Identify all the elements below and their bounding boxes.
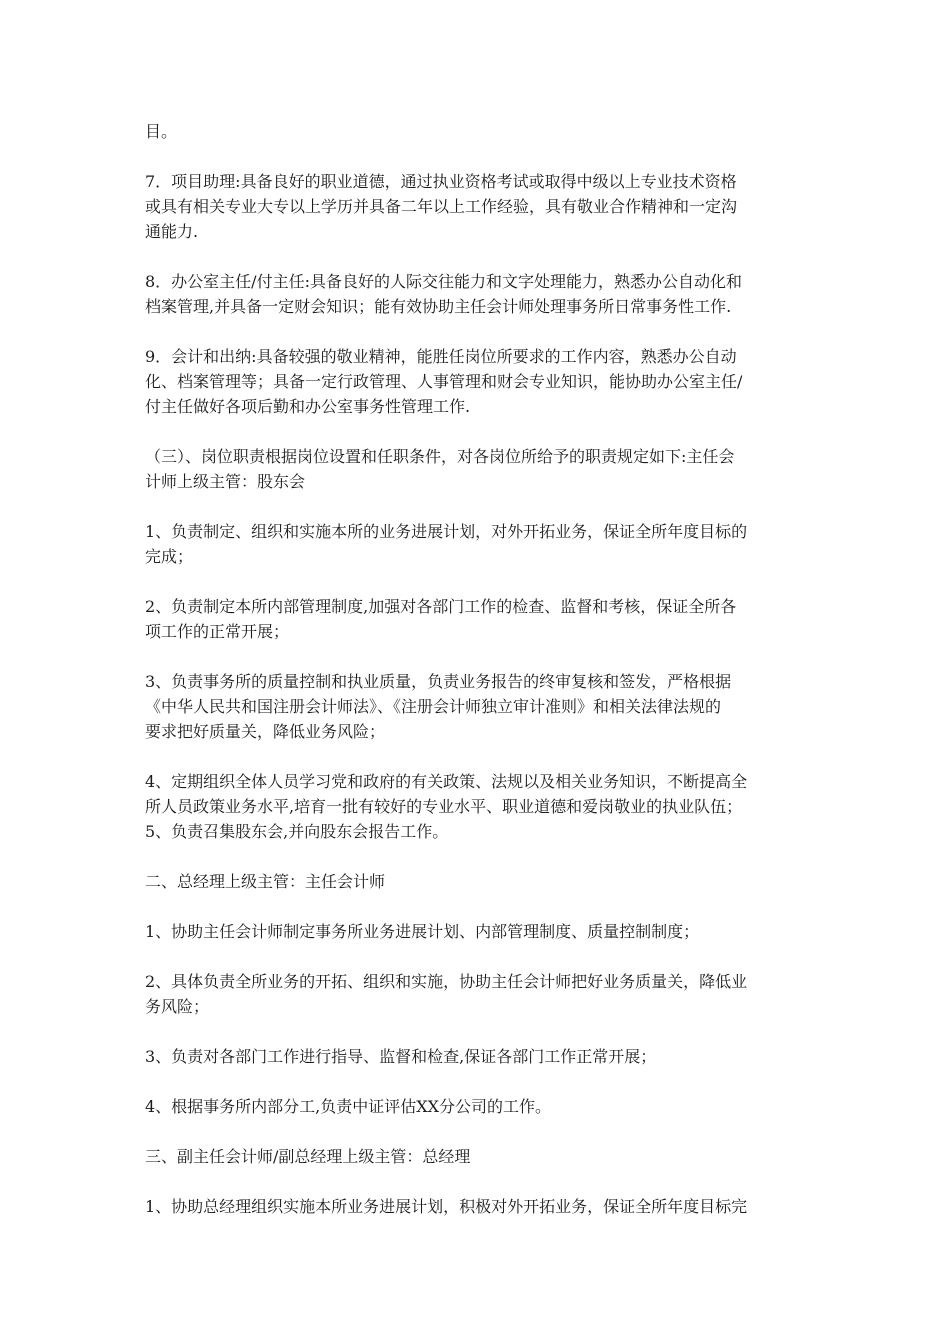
text-line: 所人员政策业务水平,培育一批有较好的专业水平、职业道德和爱岗敬业的执业队伍；: [145, 797, 743, 816]
text-line: 计师上级主管：股东会: [145, 472, 306, 491]
text-line: 9．会计和出纳:具备较强的敬业精神，能胜任岗位所要求的工作内容，熟悉办公自动: [145, 347, 737, 366]
text-line: 1、协助总经理组织实施本所业务进展计划，积极对外开拓业务，保证全所年度目标完: [145, 1197, 748, 1216]
text-line: 付主任做好各项后勤和办公室事务性管理工作.: [145, 397, 471, 416]
paragraph: [145, 444, 809, 494]
text-line: 4、根据事务所内部分工,负责中证评估XX分公司的工作。: [145, 1097, 552, 1116]
text-line: 3、负责对各部门工作进行指导、监督和检查,保证各部门工作正常开展；: [145, 1047, 657, 1066]
text-line: 化、档案管理等；具备一定行政管理、人事管理和财会专业知识，能协助办公室主任/: [145, 372, 743, 391]
paragraph: [145, 869, 809, 894]
text-line: 1、协助主任会计师制定事务所业务进展计划、内部管理制度、质量控制制度；: [145, 922, 700, 941]
text-line: 《中华人民共和国注册会计师法》、《注册会计师独立审计准则》和相关法律法规的: [145, 697, 722, 716]
text-line: 3、负责事务所的质量控制和执业质量，负责业务报告的终审复核和签发，严格根据: [145, 672, 732, 691]
paragraph: [145, 769, 809, 844]
text-line: 完成；: [145, 547, 194, 566]
paragraph: [145, 169, 809, 244]
text-line: 务风险；: [145, 997, 210, 1016]
paragraph: [145, 344, 809, 419]
text-line: 1、负责制定、组织和实施本所的业务进展计划，对外开拓业务，保证全所年度目标的: [145, 522, 748, 541]
text-line: （三）、岗位职责根据岗位设置和任职条件，对各岗位所给予的职责规定如下:主任会: [145, 447, 735, 466]
paragraph: [145, 919, 809, 944]
paragraph: [145, 1044, 809, 1069]
paragraph: [145, 519, 809, 569]
text-line: 项工作的正常开展；: [145, 622, 290, 641]
paragraph: [145, 969, 809, 1019]
text-line: 档案管理,并具备一定财会知识；能有效协助主任会计师处理事务所日常事务性工作.: [145, 297, 732, 316]
text-line: 通能力.: [145, 222, 199, 241]
text-line: 或具有相关专业大专以上学历并具备二年以上工作经验，具有敬业合作精神和一定沟: [145, 197, 738, 216]
text-line: 8．办公室主任/付主任:具备良好的人际交往能力和文字处理能力，熟悉办公自动化和: [145, 272, 742, 291]
paragraph: [145, 669, 809, 744]
paragraph: [145, 594, 809, 644]
text-line: 二、总经理上级主管：主任会计师: [145, 872, 386, 891]
text-line: 要求把好质量关，降低业务风险；: [145, 722, 386, 741]
text-line: 7．项目助理:具备良好的职业道德，通过执业资格考试或取得中级以上专业技术资格: [145, 172, 737, 191]
text-line: 2、具体负责全所业务的开拓、组织和实施，协助主任会计师把好业务质量关，降低业: [145, 972, 748, 991]
paragraph: [145, 1194, 809, 1219]
document-page: [145, 119, 809, 1244]
paragraph: [145, 119, 809, 144]
paragraph: [145, 1094, 809, 1119]
paragraph: [145, 269, 809, 319]
paragraph: [145, 1144, 809, 1169]
text-line: 三、副主任会计师/副总经理上级主管：总经理: [145, 1147, 471, 1166]
text-line: 目。: [145, 122, 178, 141]
text-line: 5、负责召集股东会,并向股东会报告工作。: [145, 822, 449, 841]
text-line: 2、负责制定本所内部管理制度,加强对各部门工作的检查、监督和考核，保证全所各: [145, 597, 737, 616]
text-line: 4、定期组织全体人员学习党和政府的有关政策、法规以及相关业务知识，不断提高全: [145, 772, 748, 791]
